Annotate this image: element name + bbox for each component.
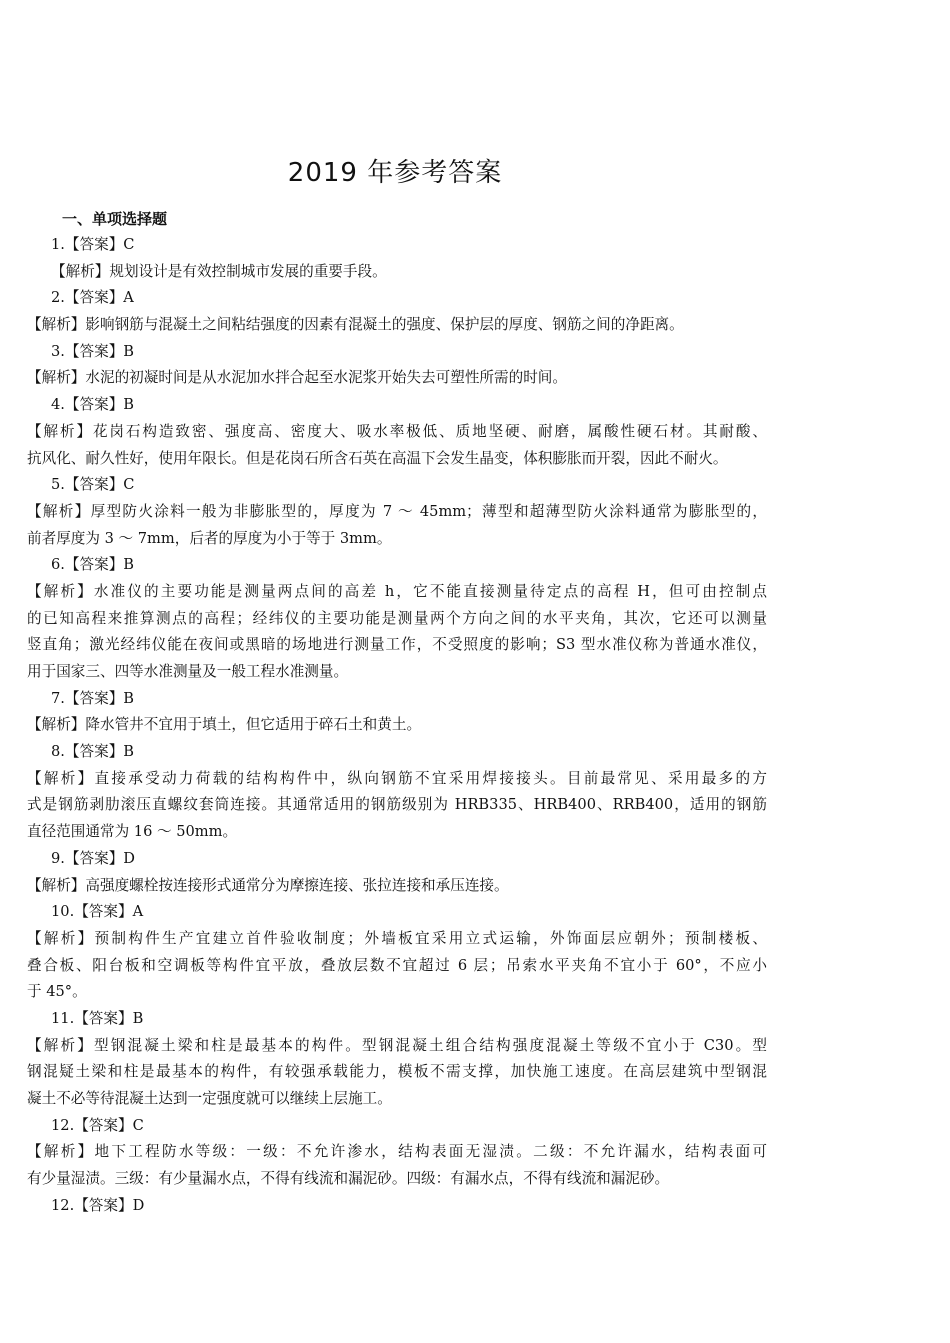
answer-line: 2.【答案】A [51,289,134,307]
explanation-line: 【解析】型钢混凝土梁和柱是最基本的构件。型钢混凝土组合结构强度混凝土等级不宜小于 C30。型 [27,1036,767,1054]
answer-line: 4.【答案】B [51,396,135,414]
explanation-line: 前者厚度为 3 ～ 7mm，后者的厚度为小于等于 3mm。 [27,529,392,547]
explanation-line: 用于国家三、四等水准测量及一般工程水准测量。 [27,663,349,680]
explanation-line: 抗风化、耐久性好，使用年限长。但是花岗石所含石英在高温下会发生晶变，体积膨胀而开裂，因此不耐火。 [27,449,728,467]
explanation-line: 【解析】影响钢筋与混凝土之间粘结强度的因素有混凝土的强度、保护层的厚度、钢筋之间的净距离。 [27,316,684,334]
explanation-line: 钢混疑土梁和柱是最基本的构件，有较强承载能力，模板不需支撑，加快施工速度。在高层建筑中型钢混 [27,1063,767,1081]
answer-line: 6.【答案】B [51,556,135,574]
explanation-line: 【解析】高强度螺栓按连接形式通常分为摩擦连接、张拉连接和承压连接。 [27,876,509,894]
explanation-line: 叠合板、阳台板和空调板等构件宜平放，叠放层数不宜超过 6 层；吊索水平夹角不宜小于 60°，不应小 [27,956,767,974]
explanation-line: 【解析】规划设计是有效控制城市发展的重要手段。 [51,262,387,280]
explanation-line: 于 45°。 [27,983,87,1001]
answer-line: 8.【答案】B [51,743,135,761]
page-title: 2019 年参考答案 [287,158,503,188]
answer-line: 12.【答案】D [51,1196,145,1214]
explanation-line: 的已知高程来推算测点的高程；经纬仪的主要功能是测量两个方向之间的水平夹角，其次，它还可以测量 [27,609,767,627]
explanation-line: 【解析】直接承受动力荷载的结构构件中，纵向钢筋不宜采用焊接接头。目前最常见、采用最多的方 [27,769,767,787]
answer-line: 3.【答案】B [51,342,135,360]
answer-line: 1.【答案】C [51,236,135,253]
answer-line: 9.【答案】D [51,849,135,867]
answer-line: 7.【答案】B [51,689,135,707]
answer-line: 11.【答案】B [51,1009,144,1027]
explanation-line: 【解析】地下工程防水等级：一级：不允许渗水，结构表面无湿渍。二级：不允许漏水，结构表面可 [27,1143,767,1161]
explanation-line: 式是钢筋剥肋滚压直螺纹套筒连接。其通常适用的钢筋级别为 HRB335、HRB400、RRB400，适用的钢筋 [27,796,767,814]
explanation-line: 【解析】厚型防火涂料一般为非膨胀型的，厚度为 7 ～ 45mm；薄型和超薄型防火涂料通常为膨胀型的， [27,502,767,520]
explanation-line: 直径范围通常为 16 ～ 50mm。 [27,823,238,841]
answer-line: 5.【答案】C [51,476,135,494]
explanation-line: 竖直角；激光经纬仪能在夜间或黑暗的场地进行测量工作，不受照度的影响；S3 型水准仪称为普通水准仪， [27,636,767,654]
section-heading: 一、单项选择题 [62,210,168,228]
explanation-line: 【解析】水准仪的主要功能是测量两点间的高差 h，它不能直接测量待定点的高程 H，但可由控制点 [27,582,767,600]
explanation-line: 凝土不必等待混凝土达到一定强度就可以继续上层施工。 [27,1090,392,1107]
answer-line: 12.【答案】C [51,1116,144,1134]
explanation-line: 【解析】花岗石构造致密、强度高、密度大、吸水率极低、质地坚硬、耐磨，属酸性硬石材。其耐酸、 [27,422,767,440]
explanation-line: 有少量湿渍。三级：有少量漏水点，不得有线流和漏泥砂。四级：有漏水点，不得有线流和漏泥砂。 [27,1170,670,1188]
explanation-line: 【解析】水泥的初凝时间是从水泥加水拌合起至水泥浆开始失去可塑性所需的时间。 [27,369,567,387]
answer-line: 10.【答案】A [51,903,144,921]
answer-list [27,232,767,1219]
explanation-line: 【解析】降水管井不宜用于填土，但它适用于碎石土和黄土。 [27,716,422,734]
explanation-line: 【解析】预制构件生产宜建立首件验收制度；外墙板宜采用立式运输，外饰面层应朝外；预制楼板、 [27,929,767,947]
